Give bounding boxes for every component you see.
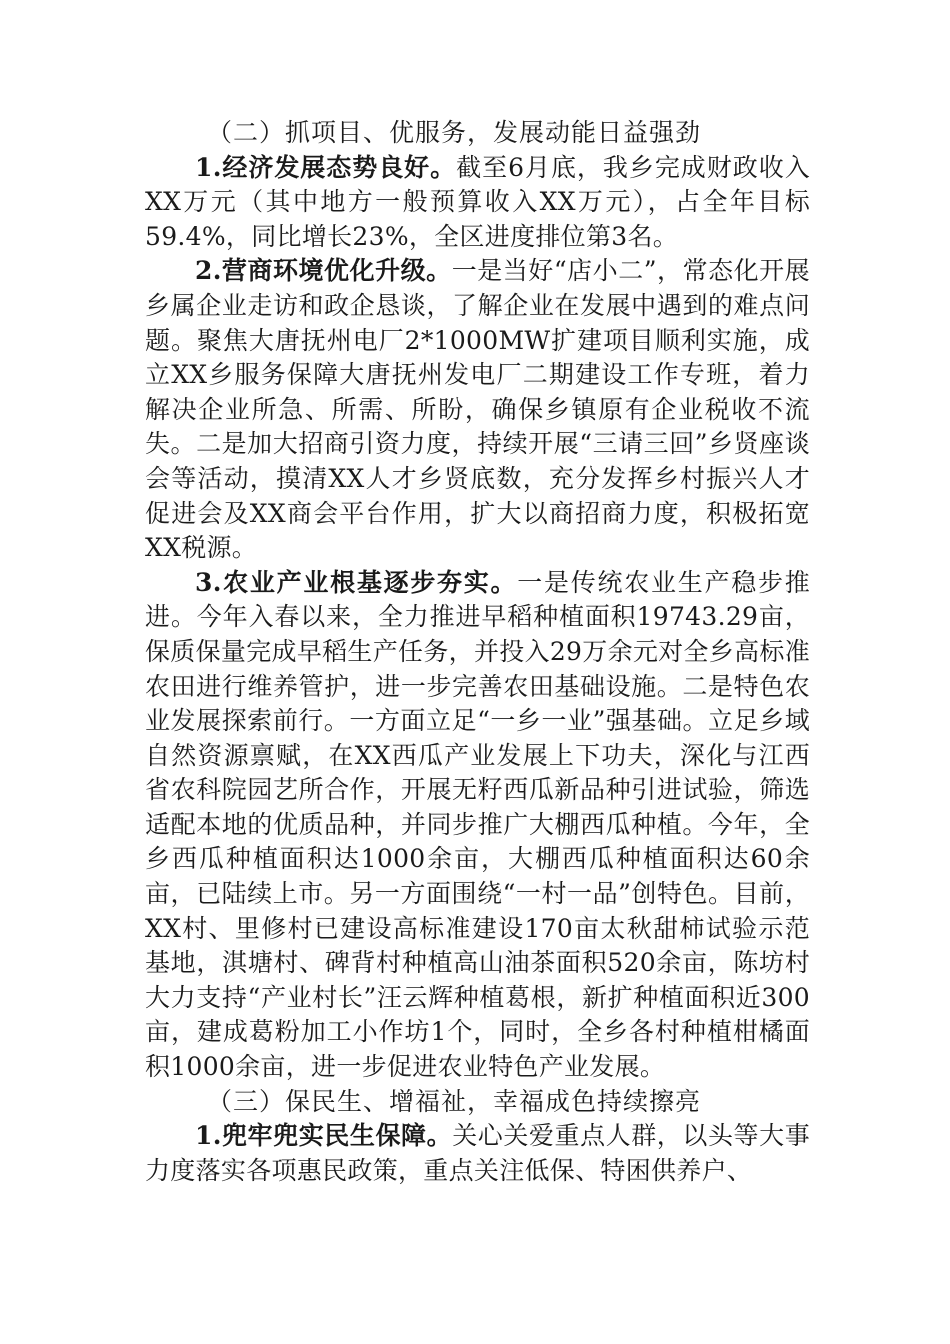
paragraph-agriculture xyxy=(145,566,810,1085)
paragraph-economy xyxy=(145,151,810,255)
paragraph-text: 一是传统农业生产稳步推进。今年入春以来，全力推进早稻种植面积19743.29亩，保质保量完成早稻生产任务，并投入29万余元对全乡高标准农田进行维养管护，进一步完善农田基础设施。二是特色农业发展探索前行。一方面立足“一乡一业”强基础。立足乡域自然资源禀赋，在XX西瓜产业发展上下功夫，深化与江西省农科院园艺所合作，开展无籽西瓜新品种引进试验，筛选适配本地的优质品种，并同步推广大棚西瓜种植。今年，全乡西瓜种植面积达1000余亩，大棚西瓜种植面积达60余亩，已陆续上市。另一方面围绕“一村一品”创特色。目前，XX村、里修村已建设高标准建设170亩太秋甜柿试验示范基地，淇塘村、碑背村种植高山油茶面积520余亩，陈坊村大力支持“产业村长”汪云辉种植葛根，新扩种植面积近300亩，建成葛粉加工小作坊1个，同时，全乡各村种植柑橘面积1000余亩，进一步促进农业特色产业发展。 xyxy=(145,567,811,1082)
paragraph-livelihood xyxy=(145,1119,810,1188)
paragraph-lead: 3.农业产业根基逐步夯实。 xyxy=(195,567,518,597)
paragraph-text: 截至6月底，我乡完成财政收入XX万元（其中地方一般预算收入XX万元），占全年目标59.4%，同比增长23%，全区进度排位第3名。 xyxy=(145,152,810,251)
paragraph-business-environment xyxy=(145,254,810,565)
paragraph-lead: 1.兜牢兜实民生保障。 xyxy=(195,1121,453,1151)
document-page xyxy=(145,116,810,1188)
paragraph-lead: 2.营商环境优化升级。 xyxy=(195,256,452,286)
paragraph-text: 一是当好“店小二”，常态化开展乡属企业走访和政企恳谈，了解企业在发展中遇到的难点问题。聚焦大唐抚州电厂2*1000MW扩建项目顺利实施，成立XX乡服务保障大唐抚州发电厂二期建设工作专班，着力解决企业所急、所需、所盼，确保乡镇原有企业税收不流失。二是加大招商引资力度，持续开展“三请三回”乡贤座谈会等活动，摸清XX人才乡贤底数，充分发挥乡村振兴人才促进会及XX商会平台作用，扩大以商招商力度，积极拓宽XX税源。 xyxy=(145,256,810,563)
paragraph-lead: 1.经济发展态势良好。 xyxy=(195,152,457,182)
paragraph-text: 关心关爱重点人群，以头等大事力度落实各项惠民政策，重点关注低保、特困供养户、 xyxy=(145,1121,811,1185)
section-heading-3: （三）保民生、增福祉，幸福成色持续擦亮 xyxy=(207,1086,702,1116)
section-heading-2: （二）抓项目、优服务，发展动能日益强劲 xyxy=(207,118,702,147)
